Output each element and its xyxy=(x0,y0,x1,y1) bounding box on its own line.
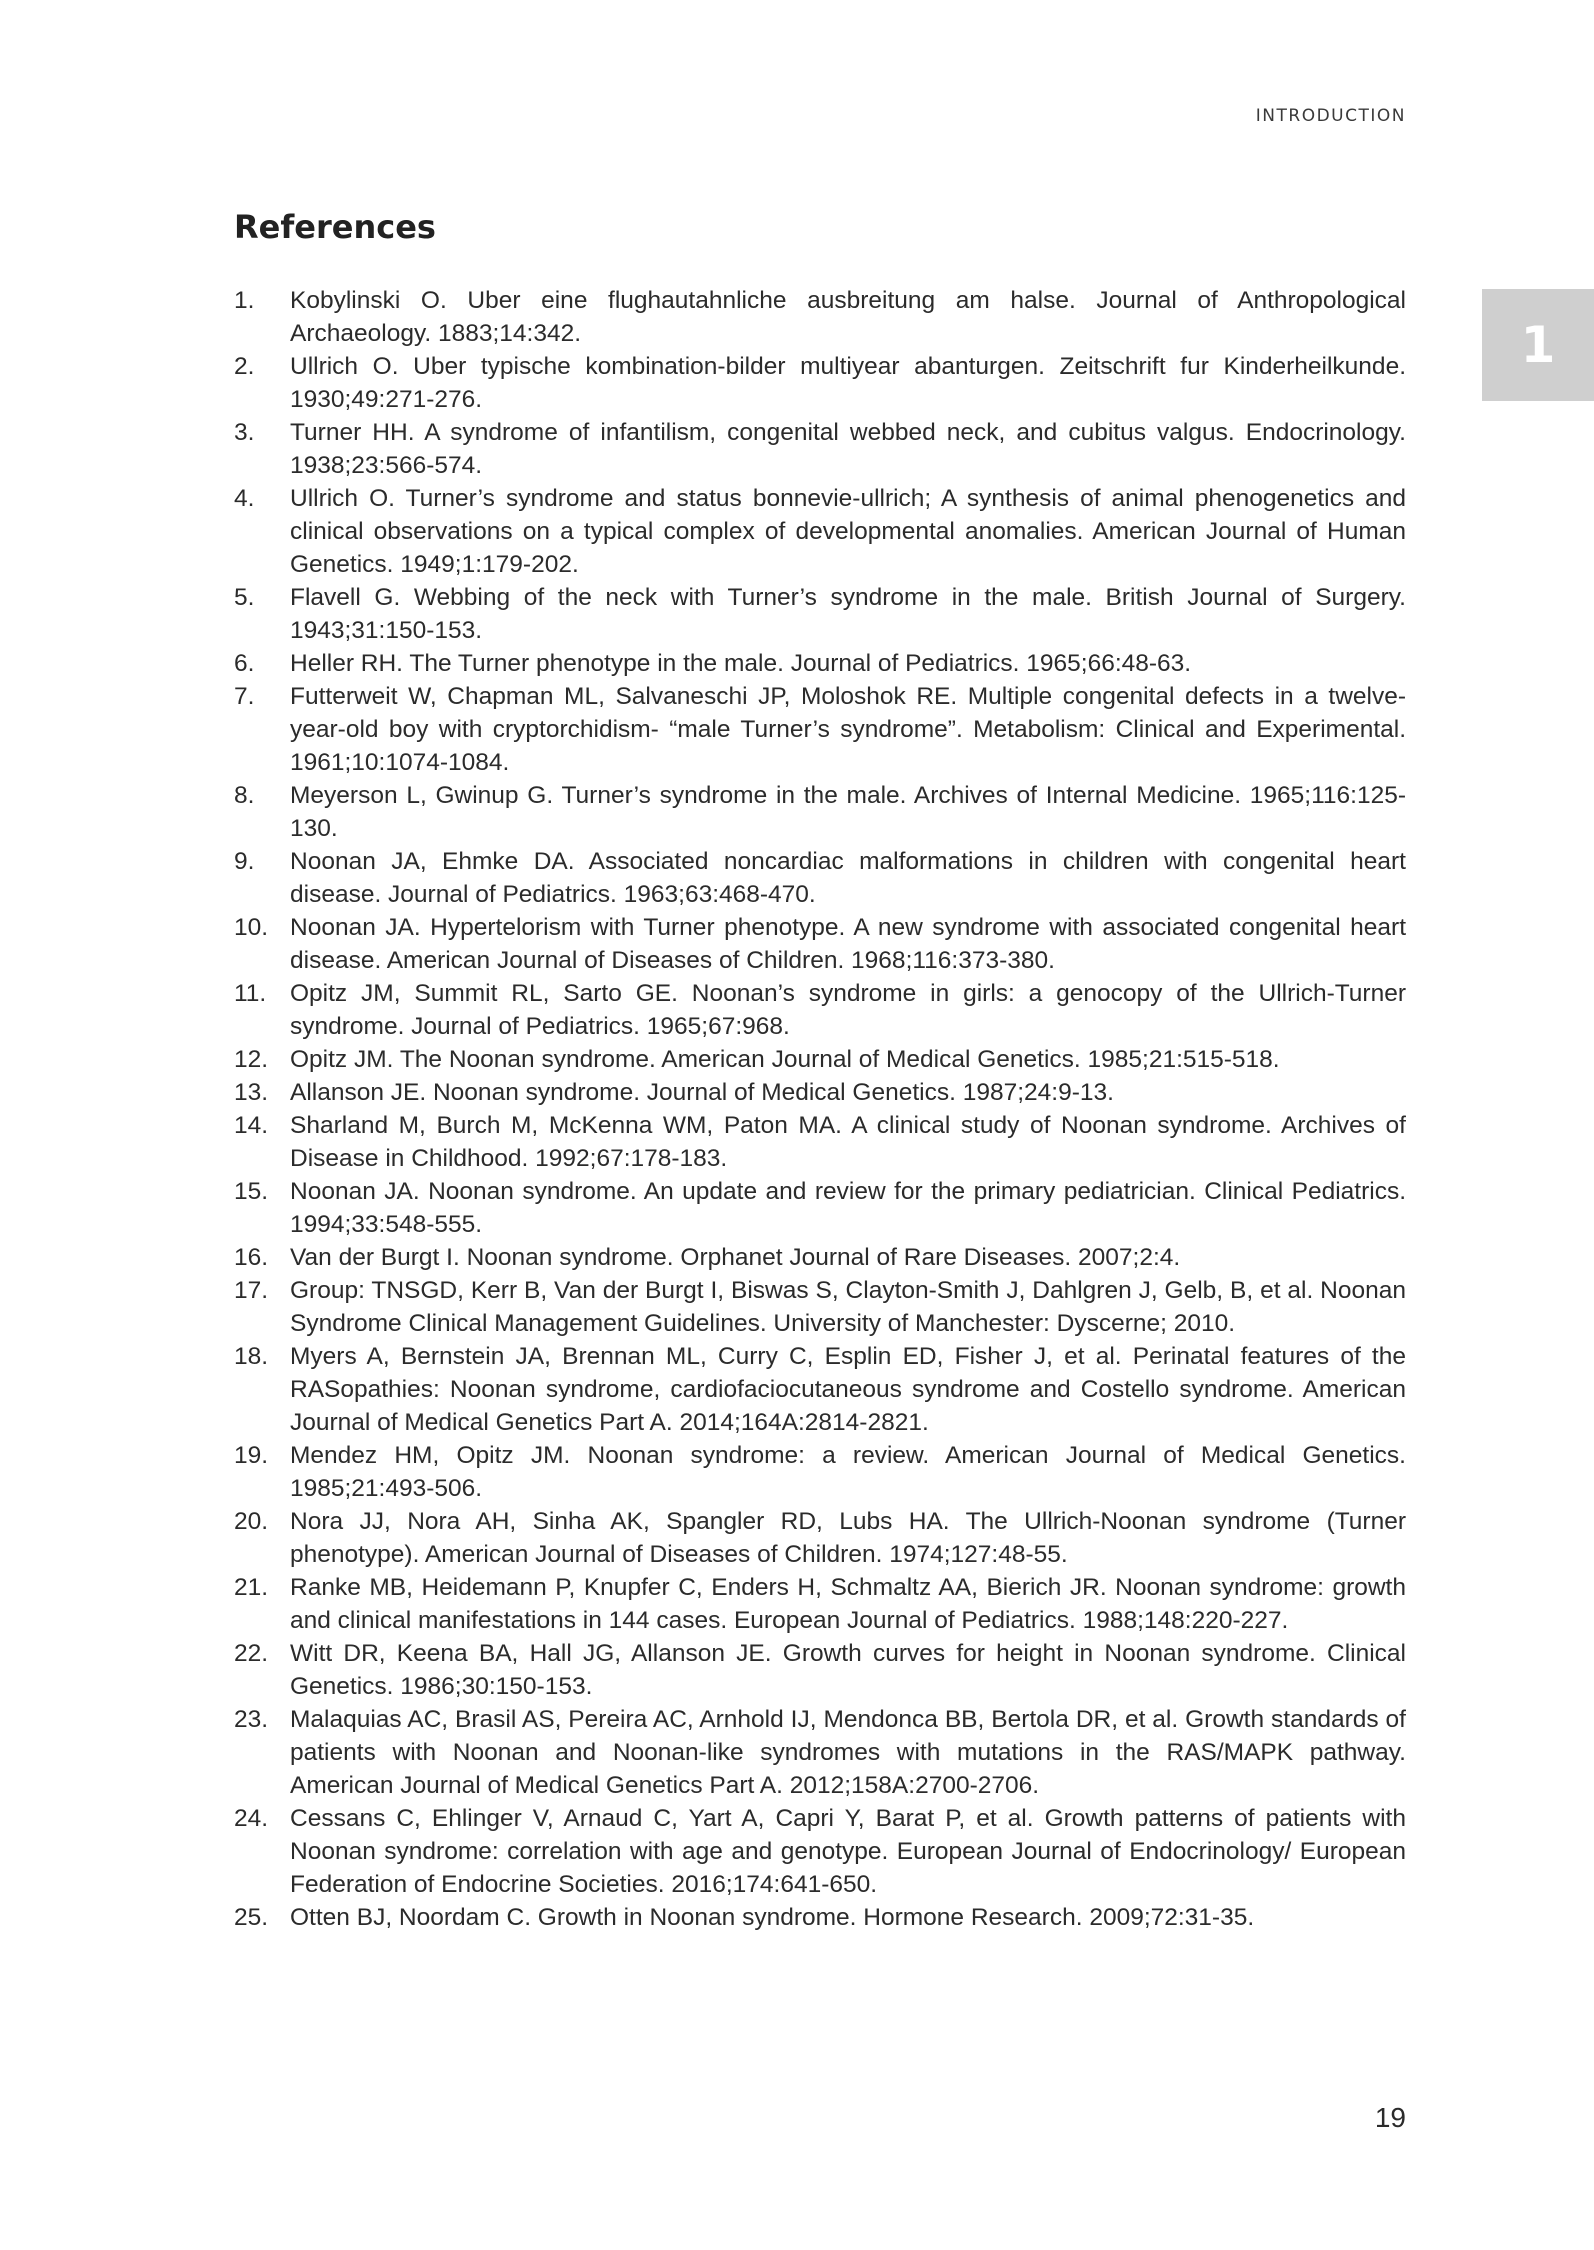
reference-number: 12. xyxy=(234,1046,269,1073)
reference-item xyxy=(234,482,1406,581)
reference-number: 11. xyxy=(234,980,267,1007)
reference-number: 18. xyxy=(234,1343,269,1370)
reference-number: 22. xyxy=(234,1640,269,1667)
reference-number: 13. xyxy=(234,1079,269,1106)
reference-item xyxy=(234,581,1406,647)
reference-text: Flavell G. Webbing of the neck with Turner’s syndrome in the male. British Journal of Surgery. 1943;31:150-153. xyxy=(290,584,1406,644)
reference-text: Noonan JA, Ehmke DA. Associated noncardiac malformations in children with congenital heart disease. Journal of Pediatrics. 1963;63:468-470. xyxy=(290,848,1406,908)
reference-item xyxy=(234,1175,1406,1241)
reference-text: Ullrich O. Turner’s syndrome and status bonnevie-ullrich; A synthesis of animal phenogenetics and clinical observations on a typical complex of developmental anomalies. American Journal of Human Genetics. 1949;1:179-202. xyxy=(290,485,1406,578)
reference-text: Malaquias AC, Brasil AS, Pereira AC, Arnhold IJ, Mendonca BB, Bertola DR, et al. Growth standards of patients with Noonan and Noonan-like syndromes with mutations in the RAS/MAPK pathway. American Journal of Medical Genetics Part A. 2012;158A:2700-2706. xyxy=(290,1706,1406,1799)
reference-text: Opitz JM, Summit RL, Sarto GE. Noonan’s syndrome in girls: a genocopy of the Ullrich-Turner syndrome. Journal of Pediatrics. 1965;67:968. xyxy=(290,980,1406,1040)
reference-number: 19. xyxy=(234,1442,269,1469)
reference-item xyxy=(234,1637,1406,1703)
chapter-number: 1 xyxy=(1520,316,1556,374)
reference-number: 17. xyxy=(234,1277,269,1304)
reference-item xyxy=(234,779,1406,845)
reference-text: Otten BJ, Noordam C. Growth in Noonan syndrome. Hormone Research. 2009;72:31-35. xyxy=(290,1904,1255,1931)
reference-item xyxy=(234,1241,1406,1274)
reference-number: 15. xyxy=(234,1178,269,1205)
reference-item xyxy=(234,647,1406,680)
reference-item xyxy=(234,1109,1406,1175)
reference-item xyxy=(234,911,1406,977)
reference-text: Mendez HM, Opitz JM. Noonan syndrome: a review. American Journal of Medical Genetics. 1985;21:493-506. xyxy=(290,1442,1406,1502)
reference-text: Witt DR, Keena BA, Hall JG, Allanson JE. Growth curves for height in Noonan syndrome. Clinical Genetics. 1986;30:150-153. xyxy=(290,1640,1406,1700)
reference-item xyxy=(234,1802,1406,1901)
reference-text: Group: TNSGD, Kerr B, Van der Burgt I, Biswas S, Clayton-Smith J, Dahlgren J, Gelb, B, et al. Noonan Syndrome Clinical Management Guidelines. University of Manchester: Dyscerne; 2010. xyxy=(290,1277,1406,1337)
reference-item xyxy=(234,1043,1406,1076)
reference-number: 10. xyxy=(234,914,269,941)
reference-item xyxy=(234,1571,1406,1637)
reference-text: Nora JJ, Nora AH, Sinha AK, Spangler RD, Lubs HA. The Ullrich-Noonan syndrome (Turner phenotype). American Journal of Diseases of Children. 1974;127:48-55. xyxy=(290,1508,1406,1568)
reference-number: 8. xyxy=(234,782,255,809)
reference-list xyxy=(234,284,1406,1934)
reference-number: 21. xyxy=(234,1574,269,1601)
reference-item xyxy=(234,1439,1406,1505)
reference-text: Ranke MB, Heidemann P, Knupfer C, Enders H, Schmaltz AA, Bierich JR. Noonan syndrome: growth and clinical manifestations in 144 cases. European Journal of Pediatrics. 1988;148:220-227. xyxy=(290,1574,1406,1634)
reference-number: 20. xyxy=(234,1508,269,1535)
reference-item xyxy=(234,845,1406,911)
reference-number: 14. xyxy=(234,1112,269,1139)
reference-item xyxy=(234,350,1406,416)
reference-item xyxy=(234,680,1406,779)
reference-item xyxy=(234,284,1406,350)
reference-text: Allanson JE. Noonan syndrome. Journal of Medical Genetics. 1987;24:9-13. xyxy=(290,1079,1114,1106)
reference-item xyxy=(234,1076,1406,1109)
reference-number: 1. xyxy=(234,287,255,314)
reference-text: Noonan JA. Hypertelorism with Turner phenotype. A new syndrome with associated congenital heart disease. American Journal of Diseases of Children. 1968;116:373-380. xyxy=(290,914,1406,974)
reference-text: Ullrich O. Uber typische kombination-bilder multiyear abanturgen. Zeitschrift fur Kinderheilkunde. 1930;49:271-276. xyxy=(290,353,1406,413)
reference-text: Cessans C, Ehlinger V, Arnaud C, Yart A, Capri Y, Barat P, et al. Growth patterns of patients with Noonan syndrome: correlation with age and genotype. European Journal of Endocrinology/ European Federation of Endocrine Societies. 2016;174:641-650. xyxy=(290,1805,1406,1898)
reference-number: 16. xyxy=(234,1244,269,1271)
reference-item xyxy=(234,1274,1406,1340)
running-header: INTRODUCTION xyxy=(1255,106,1406,126)
reference-item xyxy=(234,1505,1406,1571)
reference-number: 2. xyxy=(234,353,255,380)
reference-item xyxy=(234,1901,1406,1934)
reference-number: 6. xyxy=(234,650,255,677)
reference-text: Van der Burgt I. Noonan syndrome. Orphanet Journal of Rare Diseases. 2007;2:4. xyxy=(290,1244,1181,1271)
section-title: References xyxy=(234,208,436,246)
reference-number: 25. xyxy=(234,1904,269,1931)
reference-number: 24. xyxy=(234,1805,269,1832)
reference-number: 3. xyxy=(234,419,255,446)
reference-text: Myers A, Bernstein JA, Brennan ML, Curry C, Esplin ED, Fisher J, et al. Perinatal features of the RASopathies: Noonan syndrome, cardiofaciocutaneous syndrome and Costello syndrome. American Journal of Medical Genetics Part A. 2014;164A:2814-2821. xyxy=(290,1343,1406,1436)
reference-number: 7. xyxy=(234,683,255,710)
reference-number: 23. xyxy=(234,1706,269,1733)
chapter-tab xyxy=(1482,289,1594,401)
reference-number: 5. xyxy=(234,584,255,611)
reference-item xyxy=(234,977,1406,1043)
reference-text: Turner HH. A syndrome of infantilism, congenital webbed neck, and cubitus valgus. Endocrinology. 1938;23:566-574. xyxy=(290,419,1406,479)
reference-text: Noonan JA. Noonan syndrome. An update and review for the primary pediatrician. Clinical Pediatrics. 1994;33:548-555. xyxy=(290,1178,1406,1238)
reference-text: Sharland M, Burch M, McKenna WM, Paton MA. A clinical study of Noonan syndrome. Archives of Disease in Childhood. 1992;67:178-183. xyxy=(290,1112,1406,1172)
page-number: 19 xyxy=(1374,2102,1406,2133)
reference-number: 9. xyxy=(234,848,255,875)
reference-text: Kobylinski O. Uber eine flughautahnliche ausbreitung am halse. Journal of Anthropological Archaeology. 1883;14:342. xyxy=(290,287,1406,347)
reference-item xyxy=(234,1340,1406,1439)
reference-text: Opitz JM. The Noonan syndrome. American Journal of Medical Genetics. 1985;21:515-518. xyxy=(290,1046,1280,1073)
reference-text: Heller RH. The Turner phenotype in the male. Journal of Pediatrics. 1965;66:48-63. xyxy=(290,650,1192,677)
reference-text: Meyerson L, Gwinup G. Turner’s syndrome in the male. Archives of Internal Medicine. 1965;116:125-130. xyxy=(290,782,1406,842)
reference-number: 4. xyxy=(234,485,255,512)
reference-item xyxy=(234,1703,1406,1802)
reference-text: Futterweit W, Chapman ML, Salvaneschi JP, Moloshok RE. Multiple congenital defects in a twelve-year-old boy with cryptorchidism- “male Turner’s syndrome”. Metabolism: Clinical and Experimental. 1961;10:1074-1084. xyxy=(290,683,1406,776)
reference-item xyxy=(234,416,1406,482)
